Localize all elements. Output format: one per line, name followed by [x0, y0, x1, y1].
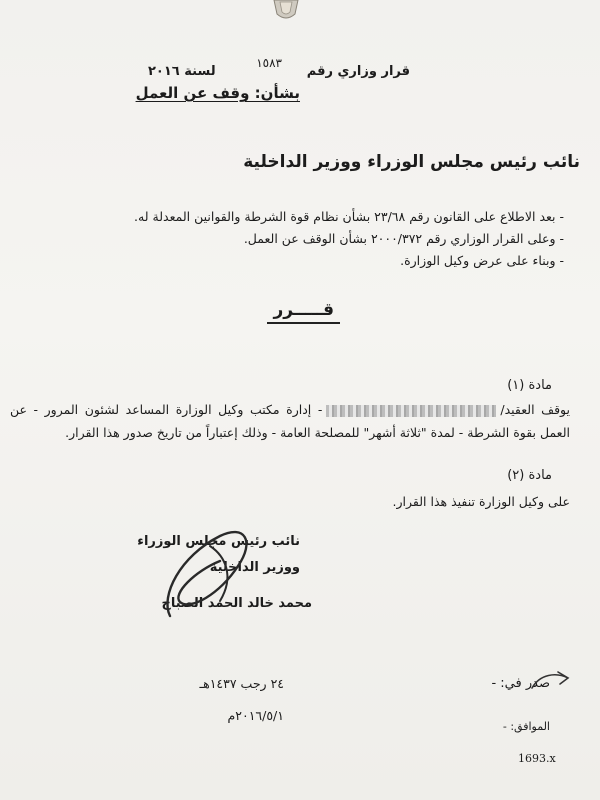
decision-number: ١٥٨٣ [256, 56, 282, 70]
hijri-date: ٢٤ رجب ١٤٣٧هـ [199, 676, 284, 691]
article-2-text: على وكيل الوزارة تنفيذ هذا القرار. [392, 494, 570, 509]
preamble-item: - بعد الاطلاع على القانون رقم ٢٣/٦٨ بشأن نظام قوة الشرطة والقوانين المعدلة له. [44, 206, 564, 228]
decision-subject: بشأن: وقف عن العمل [135, 84, 300, 102]
article-1-text [10, 398, 570, 444]
preamble-list [44, 206, 564, 272]
handwritten-signature-icon [150, 516, 260, 626]
article-2-label: مادة (٢) [507, 468, 552, 483]
gregorian-date: ٢٠١٦/٥/١م [227, 708, 284, 723]
corresponding-label: الموافق: - [502, 720, 550, 733]
article-1-text-start: يوقف العقيد/ [500, 402, 570, 417]
preamble-item: - وبناء على عرض وكيل الوزارة. [44, 250, 564, 272]
article-1-text-end: - إدارة مكتب وكيل الوزارة المساعد لشئون المرور - عن العمل بقوة الشرطة - لمدة "ثلاثة أشهر" للمصلحة العامة - وذلك إعتباراً من تاريخ صدور هذا القرار. [10, 402, 570, 440]
document-code: 1693.x [518, 752, 556, 765]
handwritten-mark-icon [528, 668, 572, 694]
preamble-item: - وعلى القرار الوزاري رقم ٢٠٠٠/٣٧٢ بشأن الوقف عن العمل. [44, 228, 564, 250]
issuing-authority: نائب رئيس مجلس الوزراء ووزير الداخلية [243, 152, 580, 172]
redacted-name [326, 405, 496, 417]
decided-heading: قـــــرر [267, 300, 340, 324]
article-1-label: مادة (١) [507, 378, 552, 393]
signatory-title-line1: نائب رئيس مجلس الوزراء [137, 534, 300, 549]
state-emblem-icon [268, 0, 304, 22]
signatory-name: محمد خالد الحمد الصباح [161, 596, 312, 611]
decision-label: قرار وزاري رقم [306, 64, 410, 79]
decision-year: لسنة ٢٠١٦ [148, 64, 216, 79]
signatory-title-line2: ووزير الداخلية [209, 560, 300, 575]
issued-label: صدر في: - [491, 676, 550, 691]
